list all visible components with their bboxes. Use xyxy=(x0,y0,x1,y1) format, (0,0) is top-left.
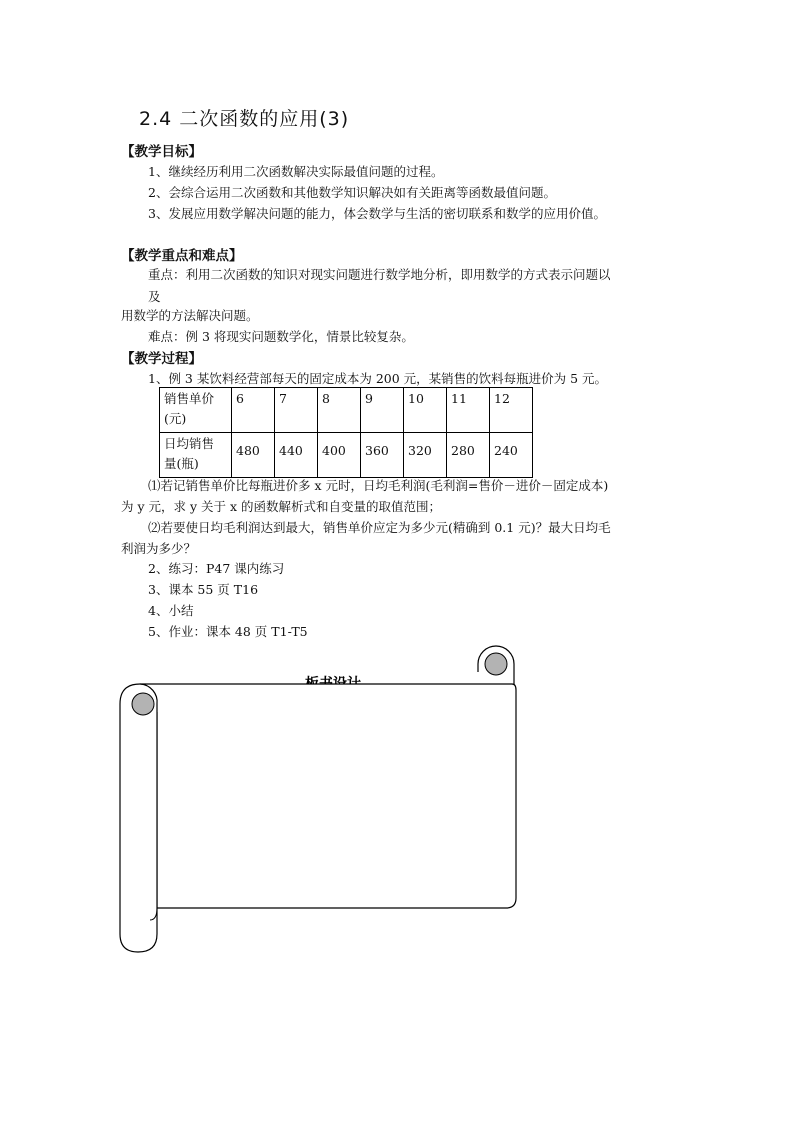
process-item: 2、练习：P47 课内练习 xyxy=(148,561,285,576)
objective-item: 2、会综合运用二次函数和其他数学知识解决如有关距离等函数最值问题。 xyxy=(148,185,556,200)
table-cell: 9 xyxy=(361,388,404,433)
page-title: 2.4 二次函数的应用(3) xyxy=(139,108,350,130)
table-cell: 7 xyxy=(275,388,318,433)
difficulty-line: 难点：例 3 将现实问题数学化，情景比较复杂。 xyxy=(148,329,414,344)
example-line: 1、例 3 某饮料经营部每天的固定成本为 200 元，某销售的饮料每瓶进价为 5 元。 xyxy=(148,371,608,386)
price-label: 销售单价 xyxy=(164,391,215,406)
table-cell: 320 xyxy=(404,433,447,478)
table-cell: 11 xyxy=(447,388,490,433)
table-cell: 440 xyxy=(275,433,318,478)
objective-item: 1、继续经历利用二次函数解决实际最值问题的过程。 xyxy=(148,164,444,179)
objective-item: 3、发展应用数学解决问题的能力，体会数学与生活的密切联系和数学的应用价值。 xyxy=(148,206,606,221)
table-cell: 12 xyxy=(490,388,533,433)
price-unit: (元) xyxy=(164,411,187,426)
quantity-unit: 量(瓶) xyxy=(164,456,199,471)
question-line: ⑴若记销售单价比每瓶进价多 x 元时，日均毛利润(毛利润=售价－进价－固定成本) xyxy=(148,478,609,493)
table-cell: 480 xyxy=(232,433,275,478)
table-cell: 6 xyxy=(232,388,275,433)
table-cell: 10 xyxy=(404,388,447,433)
quantity-label: 日均销售 xyxy=(164,436,215,451)
focus-line: 及 xyxy=(148,289,161,304)
table-cell: 280 xyxy=(447,433,490,478)
question-line: 利润为多少？ xyxy=(121,541,197,556)
process-item: 4、小结 xyxy=(148,603,194,618)
process-item: 3、课本 55 页 T16 xyxy=(148,582,259,597)
process-heading: 【教学过程】 xyxy=(121,351,202,367)
table-cell: 400 xyxy=(318,433,361,478)
table-cell: 240 xyxy=(490,433,533,478)
table-cell: 8 xyxy=(318,388,361,433)
question-line: 为 y 元，求 y 关于 x 的函数解析式和自变量的取值范围； xyxy=(121,499,442,514)
focus-line: 重点：利用二次函数的知识对现实问题进行数学地分析，即用数学的方式表示问题以 xyxy=(148,267,611,282)
question-line: ⑵若要使日均毛利润达到最大，销售单价应定为多少元(精确到 0.1 元)？最大日均毛 xyxy=(148,520,611,535)
table-cell: 360 xyxy=(361,433,404,478)
focus-line: 用数学的方法解决问题。 xyxy=(121,308,259,323)
keypoints-heading: 【教学重点和难点】 xyxy=(121,248,243,264)
process-item: 5、作业：课本 48 页 T1-T5 xyxy=(148,624,308,639)
objectives-heading: 【教学目标】 xyxy=(121,144,202,160)
